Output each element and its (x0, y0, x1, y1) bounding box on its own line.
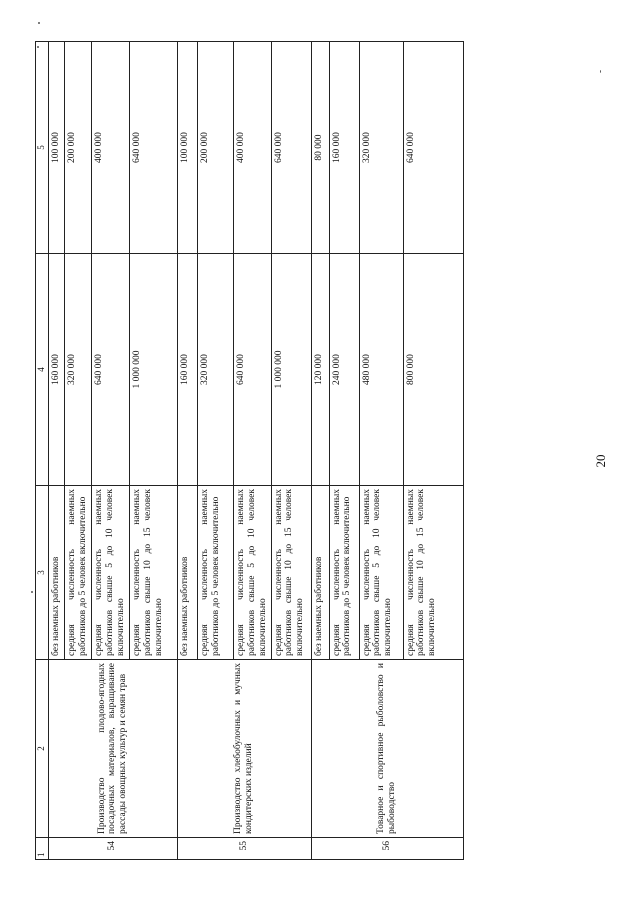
table-row (49, 42, 65, 860)
value-col-5: 320 000 (359, 42, 403, 254)
header-col-5: 5 (36, 42, 49, 254)
value-col-4: 240 000 (329, 254, 359, 486)
value-col-5: 200 000 (197, 42, 233, 254)
page-number: 20 (593, 454, 608, 468)
row-number: 55 (177, 838, 311, 860)
header-row (36, 42, 49, 860)
employee-condition: средняя численность наемных работников свыше 10 до 15 человек включительно (403, 486, 463, 660)
activity-name: Производство хлебобулочных и мучных кондитерских изделий (177, 660, 311, 838)
employee-condition: средняя численность наемных работников свыше 10 до 15 человек включительно (129, 486, 177, 660)
value-col-5: 400 000 (233, 42, 271, 254)
value-col-4: 160 000 (49, 254, 65, 486)
employee-condition: средняя численность наемных работников до 5 человек включительно (64, 486, 91, 660)
employee-condition: без наемных работников (49, 486, 65, 660)
table-row (177, 42, 197, 860)
employee-condition: средняя численность наемных работников до 5 человек включительно (197, 486, 233, 660)
value-col-4: 480 000 (359, 254, 403, 486)
employee-condition: средняя численность наемных работников свыше 5 до 10 человек включительно (233, 486, 271, 660)
table-row (311, 42, 329, 860)
value-col-4: 800 000 (403, 254, 463, 486)
value-col-4: 640 000 (233, 254, 271, 486)
value-col-4: 1 000 000 (271, 254, 311, 486)
value-col-4: 120 000 (311, 254, 329, 486)
value-col-4: 160 000 (177, 254, 197, 486)
value-col-4: 1 000 000 (129, 254, 177, 486)
employee-condition: без наемных работников (177, 486, 197, 660)
header-col-2: 2 (36, 660, 49, 838)
activity-name: Производство плодово-ягодных посадочных материалов, выращивание рассады овощных культур и семян трав (49, 660, 178, 838)
header-col-4: 4 (36, 254, 49, 486)
value-col-4: 320 000 (197, 254, 233, 486)
value-col-5: 100 000 (177, 42, 197, 254)
value-col-5: 400 000 (91, 42, 129, 254)
header-col-3: 3 (36, 486, 49, 660)
employee-condition: без наемных работников (311, 486, 329, 660)
value-col-5: 640 000 (271, 42, 311, 254)
activity-name: Товарное и спортивное рыболовство и рыбоводство (311, 660, 463, 838)
employee-condition: средняя численность наемных работников свыше 5 до 10 человек включительно (91, 486, 129, 660)
value-col-4: 640 000 (91, 254, 129, 486)
tax-table (35, 41, 464, 860)
table-body (49, 42, 464, 860)
employee-condition: средняя численность наемных работников свыше 5 до 10 человек включительно (359, 486, 403, 660)
row-number: 56 (311, 838, 463, 860)
employee-condition: средняя численность наемных работников до 5 человек включительно (329, 486, 359, 660)
value-col-5: 80 000 (311, 42, 329, 254)
employee-condition: средняя численность наемных работников свыше 10 до 15 человек включительно (271, 486, 311, 660)
value-col-5: 160 000 (329, 42, 359, 254)
value-col-4: 320 000 (64, 254, 91, 486)
value-col-5: 200 000 (64, 42, 91, 254)
value-col-5: 100 000 (49, 42, 65, 254)
value-col-5: 640 000 (403, 42, 463, 254)
value-col-5: 640 000 (129, 42, 177, 254)
header-col-1: 1 (36, 838, 49, 860)
row-number: 54 (49, 838, 178, 860)
